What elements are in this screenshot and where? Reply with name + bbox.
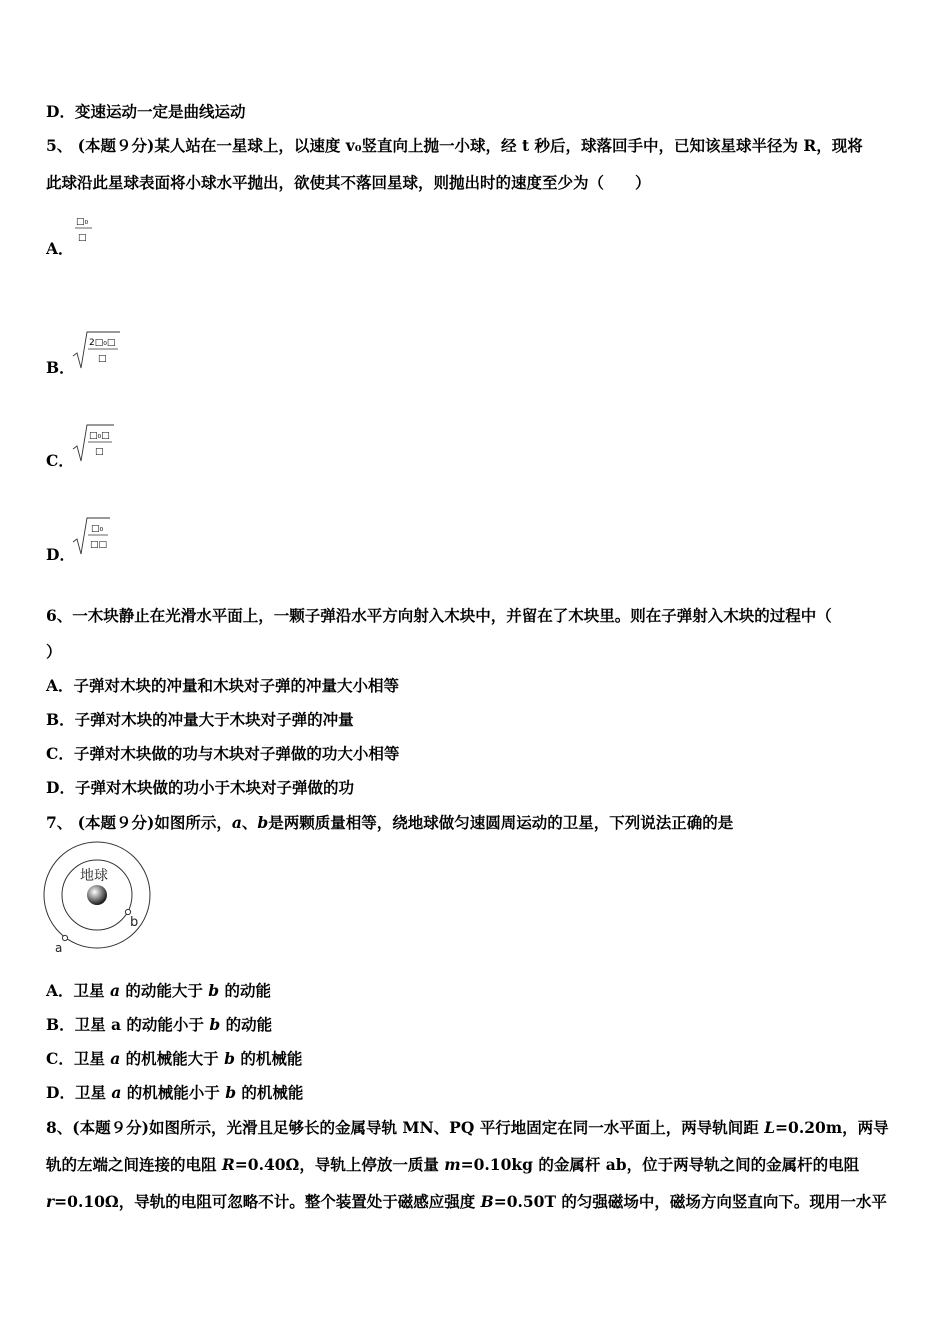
q5-formula-b — [72, 328, 122, 372]
q7-option-d — [46, 1082, 303, 1104]
var-B: B — [480, 1192, 494, 1211]
text: D．卫星 — [46, 1083, 112, 1102]
text: 的机械能 — [234, 1049, 303, 1068]
q6-option-c: C．子弹对木块做的功与木块对子弹做的功大小相等 — [46, 744, 400, 763]
text: 的动能大于 — [119, 981, 209, 1000]
text: =0.10Ω，导轨的电阻可忽略不计。整个装置处于磁感应强度 — [54, 1192, 481, 1211]
var-b: b — [208, 981, 220, 1000]
q5-option-b-label: B． — [46, 358, 75, 377]
q5-option-a-label: A． — [46, 239, 74, 258]
q6-option-a: A．子弹对木块的冲量和木块对子弹的冲量大小相等 — [46, 676, 400, 695]
formula-d-numerator: □₀ — [91, 524, 104, 534]
var-m: m — [444, 1155, 461, 1174]
q5-formula-c — [72, 421, 122, 465]
var-r: r — [46, 1192, 55, 1211]
text: 轨的左端之间连接的电阻 — [46, 1155, 222, 1174]
q5-option-c-label: C． — [46, 451, 74, 470]
formula-a-denominator: □ — [78, 233, 87, 243]
satellite-b-label: b — [130, 915, 139, 930]
q6-option-d: D．子弹对木块做的功小于木块对子弹做的功 — [46, 778, 354, 797]
q7-stem-suffix: 是两颗质量相等，绕地球做匀速圆周运动的卫星，下列说法正确的是 — [268, 813, 734, 832]
separator: 、 — [241, 813, 258, 832]
formula-b-numerator: 2□₀□ — [89, 338, 116, 348]
earth-icon — [87, 885, 107, 905]
q5-stem-line2: 此球沿此星球表面将小球水平抛出，欲使其不落回星球，则抛出时的速度至少为（ ） — [46, 173, 651, 192]
formula-b-denominator: □ — [98, 354, 107, 364]
text: =0.40Ω，导轨上停放一质量 — [234, 1155, 445, 1174]
q6-stem-line1: 6、一木块静止在光滑水平面上，一颗子弹沿水平方向射入木块中，并留在了木块里。则在子弹射入木块的过程中（ — [46, 606, 832, 625]
q5-formula-d — [72, 514, 122, 558]
q7-stem-prefix: 7、 (本题９分)如图所示， — [46, 813, 232, 832]
formula-d-denominator: □□ — [90, 540, 108, 550]
var-b: b — [224, 1049, 235, 1068]
var-a: a — [111, 1083, 122, 1102]
var-b: b — [225, 1083, 237, 1102]
text: 的机械能 — [236, 1083, 304, 1102]
q7-orbit-figure — [40, 840, 160, 960]
q6-option-b: B．子弹对木块的冲量大于木块对子弹的冲量 — [46, 710, 354, 729]
q5-formula-a — [72, 212, 102, 246]
q8-stem-line2 — [46, 1154, 859, 1176]
satellite-a-icon — [62, 935, 67, 940]
satellite-a-label: a — [55, 941, 63, 955]
formula-a-numerator: □₀ — [76, 217, 89, 227]
text: A．卫星 — [46, 981, 110, 1000]
q8-stem-line1 — [46, 1117, 889, 1139]
var-b: b — [257, 813, 269, 832]
q7-option-a — [46, 980, 271, 1002]
q7-option-b — [46, 1014, 272, 1036]
var-a: a — [110, 1049, 121, 1068]
var-a: a — [109, 981, 120, 1000]
text: =0.50T 的匀强磁场中，磁场方向竖直向下。现用一水平 — [493, 1192, 887, 1211]
text: 的动能 — [220, 1015, 273, 1034]
var-L: L — [764, 1118, 776, 1137]
formula-c-denominator: □ — [95, 447, 104, 457]
text: =0.10kg 的金属杆 ab，位于两导轨之间的金属杆的电阻 — [460, 1155, 860, 1174]
var-R: R — [221, 1155, 235, 1174]
q5-option-d-label: D． — [46, 545, 75, 564]
text: 的机械能小于 — [121, 1083, 226, 1102]
text: 的机械能大于 — [120, 1049, 225, 1068]
text: 8、(本题９分)如图所示，光滑且足够长的金属导轨 MN、PQ 平行地固定在同一水平面上，两导轨间距 — [46, 1118, 765, 1137]
q5-stem-line1: 5、 (本题９分)某人站在一星球上，以速度 v₀竖直向上抛一小球，经 t 秒后，球落回手中，已知该星球半径为 R，现将 — [46, 136, 863, 155]
var-b: b — [209, 1015, 221, 1034]
formula-c-numerator: □₀□ — [89, 431, 110, 441]
q4-option-d: D．变速运动一定是曲线运动 — [46, 102, 246, 121]
earth-label: 地球 — [80, 868, 108, 884]
satellite-b-icon — [125, 909, 130, 914]
q7-option-c — [46, 1048, 302, 1070]
text: 的动能 — [219, 981, 272, 1000]
text: C．卫星 — [46, 1049, 111, 1068]
q8-stem-line3 — [46, 1191, 887, 1213]
q6-stem-line2: ） — [46, 642, 62, 661]
text: =0.20m，两导 — [775, 1118, 889, 1137]
text: B．卫星 a 的动能小于 — [46, 1015, 210, 1034]
var-a: a — [231, 813, 242, 832]
q7-stem — [46, 812, 733, 834]
